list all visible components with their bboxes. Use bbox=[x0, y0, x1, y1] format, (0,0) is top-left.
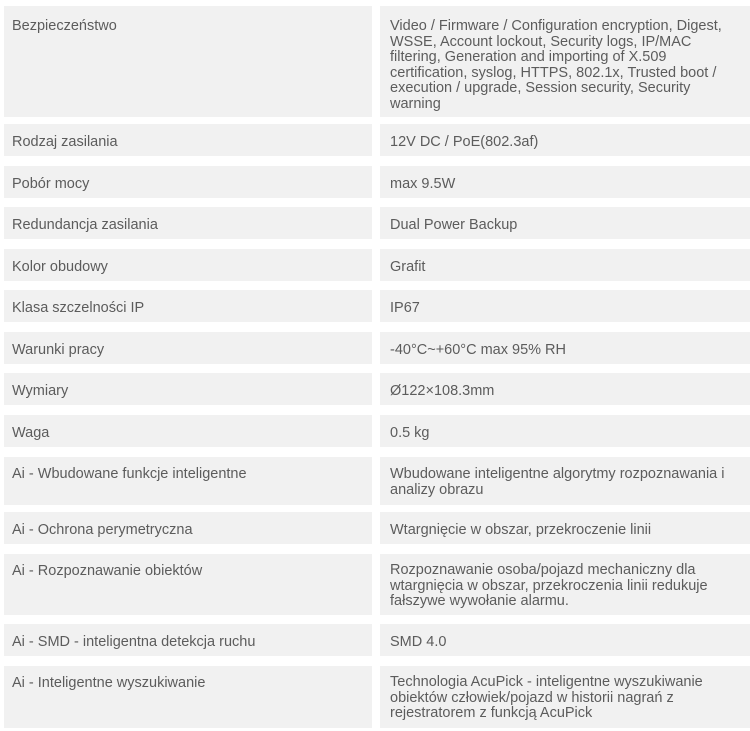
spec-row-dimensions bbox=[0, 373, 750, 405]
spec-row-ai-builtin-functions bbox=[0, 457, 750, 505]
spec-label: Ai - Rozpoznawanie obiektów bbox=[4, 554, 372, 615]
spec-value: SMD 4.0 bbox=[380, 624, 750, 656]
spec-value: Wtargnięcie w obszar, przekroczenie linii bbox=[380, 512, 750, 544]
spec-label: Wymiary bbox=[4, 373, 372, 405]
spec-value: Grafit bbox=[380, 249, 750, 281]
spec-row-security bbox=[0, 6, 750, 117]
spec-value: max 9.5W bbox=[380, 166, 750, 198]
spec-label: Ai - Inteligentne wyszukiwanie bbox=[4, 666, 372, 728]
spec-label: Pobór mocy bbox=[4, 166, 372, 198]
spec-value: Wbudowane inteligentne algorytmy rozpoznawania i analizy obrazu bbox=[380, 457, 750, 505]
spec-row-operating-conditions bbox=[0, 332, 750, 364]
spec-label: Warunki pracy bbox=[4, 332, 372, 364]
spec-row-ai-perimeter-protection bbox=[0, 512, 750, 544]
spec-row-ip-rating bbox=[0, 290, 750, 322]
spec-label: Kolor obudowy bbox=[4, 249, 372, 281]
spec-row-power-type bbox=[0, 124, 750, 156]
spec-row-power-redundancy bbox=[0, 207, 750, 239]
spec-label: Ai - Wbudowane funkcje inteligentne bbox=[4, 457, 372, 505]
spec-value: Dual Power Backup bbox=[380, 207, 750, 239]
spec-value: -40°C~+60°C max 95% RH bbox=[380, 332, 750, 364]
spec-label: Rodzaj zasilania bbox=[4, 124, 372, 156]
spec-value: Technologia AcuPick - inteligentne wyszukiwanie obiektów człowiek/pojazd w historii nagrań z rejestratorem z funkcją AcuPick bbox=[380, 666, 750, 728]
spec-label: Ai - Ochrona perymetryczna bbox=[4, 512, 372, 544]
spec-row-ai-object-recognition bbox=[0, 554, 750, 615]
spec-label: Redundancja zasilania bbox=[4, 207, 372, 239]
spec-row-ai-smart-search bbox=[0, 666, 750, 728]
spec-label: Ai - SMD - inteligentna detekcja ruchu bbox=[4, 624, 372, 656]
spec-row-weight bbox=[0, 415, 750, 447]
spec-label: Bezpieczeństwo bbox=[4, 6, 372, 117]
spec-row-power-consumption bbox=[0, 166, 750, 198]
spec-label: Klasa szczelności IP bbox=[4, 290, 372, 322]
spec-value: Video / Firmware / Configuration encryption, Digest, WSSE, Account lockout, Security logs, IP/MAC filtering, Generation and importing of X.509 certification, syslog, HTTPS, 802.1x, Trusted boot / execution / upgrade, Session security, Security warning bbox=[380, 6, 750, 117]
spec-value: Ø122×108.3mm bbox=[380, 373, 750, 405]
spec-value: 12V DC / PoE(802.3af) bbox=[380, 124, 750, 156]
spec-value: IP67 bbox=[380, 290, 750, 322]
spec-value: 0.5 kg bbox=[380, 415, 750, 447]
spec-row-ai-smd bbox=[0, 624, 750, 656]
spec-row-housing-color bbox=[0, 249, 750, 281]
spec-value: Rozpoznawanie osoba/pojazd mechaniczny dla wtargnięcia w obszar, przekroczenia linii redukuje fałszywe wywołanie alarmu. bbox=[380, 554, 750, 615]
spec-label: Waga bbox=[4, 415, 372, 447]
